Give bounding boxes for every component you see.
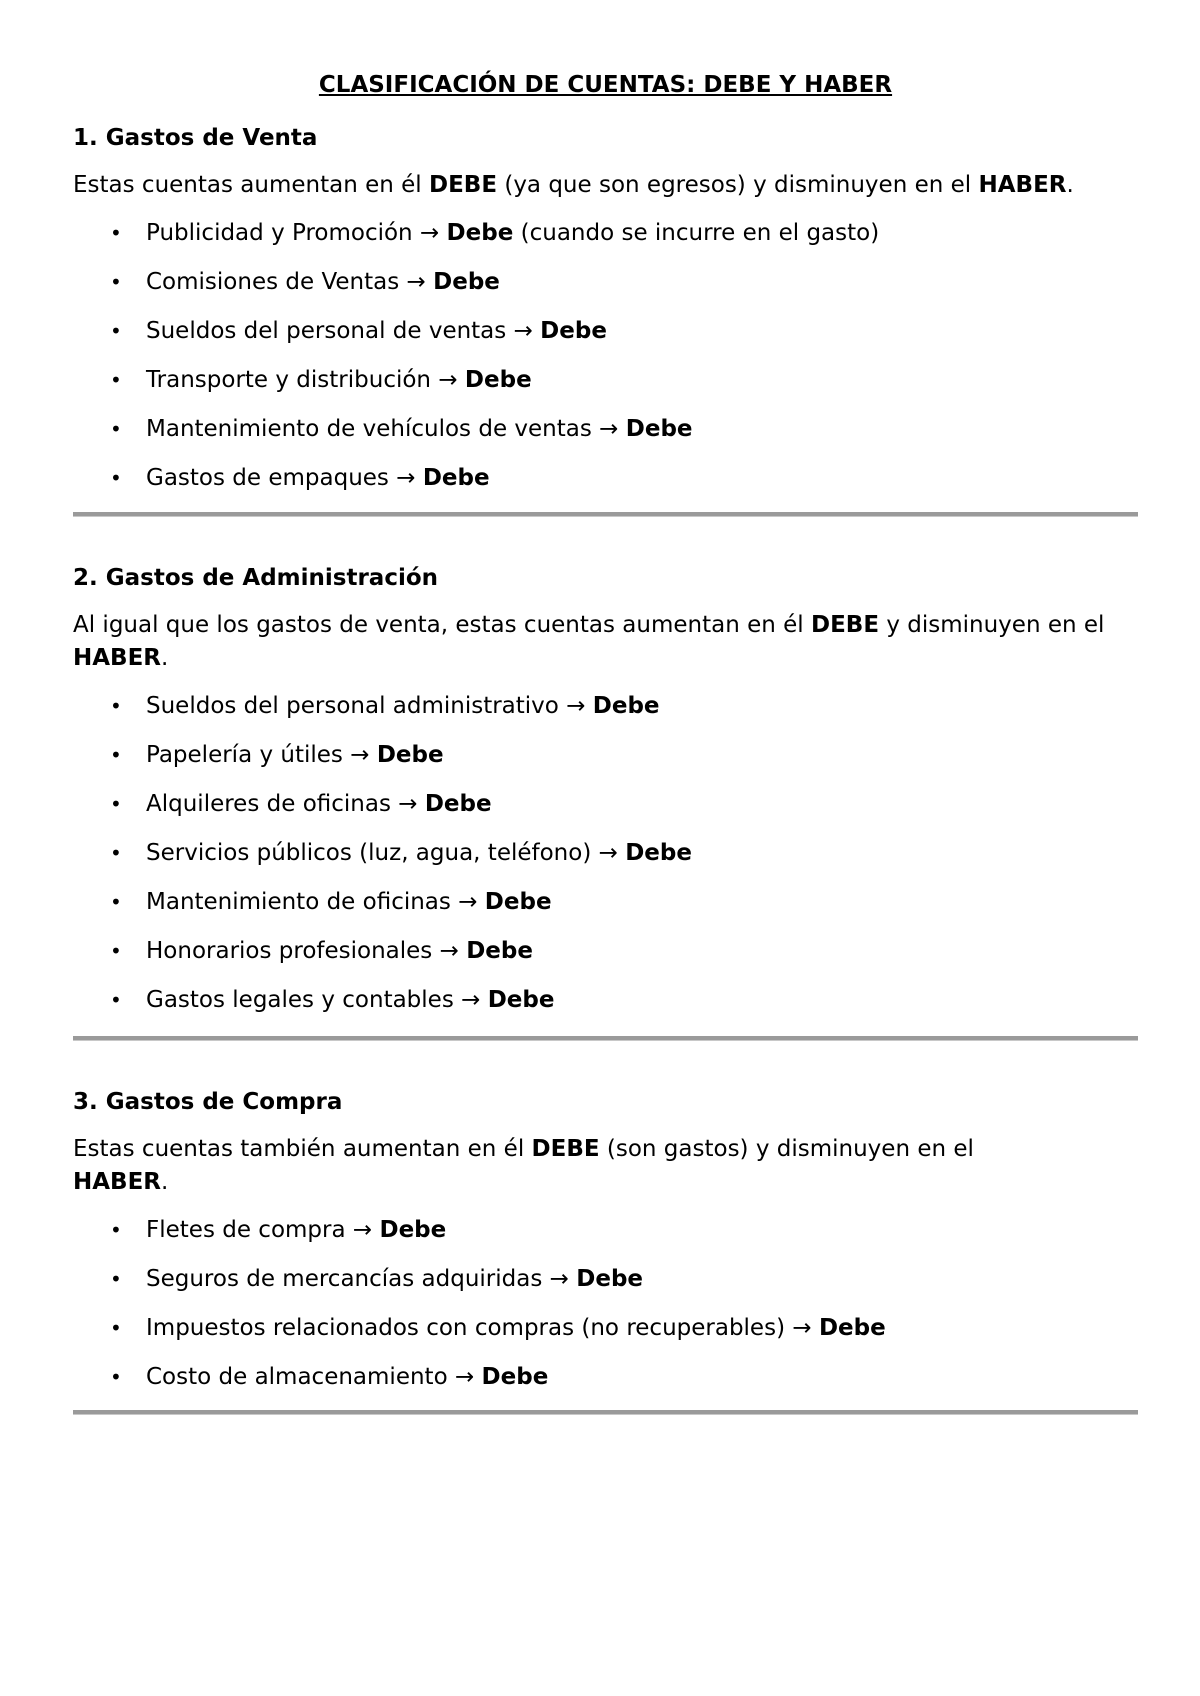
list-item: • Seguros de mercancías adquiridas → Debe (110, 1266, 644, 1292)
bullet-icon: • (110, 1267, 122, 1291)
section-divider (73, 1036, 1138, 1041)
list-item: • Mantenimiento de vehículos de ventas → Debe (110, 416, 693, 442)
list-item: • Sueldos del personal administrativo → Debe (110, 693, 660, 719)
bullet-icon: • (110, 417, 122, 441)
list-item: • Fletes de compra → Debe (110, 1217, 447, 1243)
bullet-icon: • (110, 221, 122, 245)
bullet-icon: • (110, 841, 122, 865)
account-list (73, 691, 1138, 1034)
section-heading: 1. Gastos de Venta (73, 125, 318, 151)
list-item: • Gastos de empaques → Debe (110, 465, 490, 491)
bullet-icon: • (110, 988, 122, 1012)
section-gastos-de-venta (73, 123, 1138, 512)
section-intro: Al igual que los gastos de venta, estas cuentas aumentan en él DEBE y disminuyen en el HABER. (73, 612, 1105, 671)
list-item: • Papelería y útiles → Debe (110, 742, 444, 768)
list-item: • Costo de almacenamiento → Debe (110, 1364, 549, 1390)
list-item: • Impuestos relacionados con compras (no recuperables) → Debe (110, 1315, 886, 1341)
arrow-right-icon: → (438, 367, 458, 393)
section-divider (73, 512, 1138, 517)
bullet-icon: • (110, 890, 122, 914)
document-title: CLASIFICACIÓN DE CUENTAS: DEBE Y HABER (318, 72, 893, 98)
section-divider (73, 1410, 1138, 1415)
arrow-right-icon: → (458, 889, 478, 915)
list-item: • Servicios públicos (luz, agua, teléfono) → Debe (110, 840, 692, 866)
section-intro: Estas cuentas aumentan en él DEBE (ya que son egresos) y disminuyen en el HABER. (73, 172, 1074, 198)
section-gastos-de-compra (73, 1087, 1138, 1411)
section-heading: 2. Gastos de Administración (73, 565, 439, 591)
arrow-right-icon: → (406, 269, 426, 295)
arrow-right-icon: → (398, 791, 418, 817)
bullet-icon: • (110, 743, 122, 767)
list-item: • Honorarios profesionales → Debe (110, 938, 533, 964)
account-list (73, 218, 1138, 512)
arrow-right-icon: → (439, 938, 459, 964)
bullet-icon: • (110, 694, 122, 718)
list-item: • Comisiones de Ventas → Debe (110, 269, 500, 295)
account-list (73, 1215, 1138, 1411)
arrow-right-icon: → (792, 1315, 812, 1341)
bullet-icon: • (110, 939, 122, 963)
arrow-right-icon: → (396, 465, 416, 491)
list-item: • Transporte y distribución → Debe (110, 367, 532, 393)
bullet-icon: • (110, 368, 122, 392)
arrow-right-icon: → (598, 840, 618, 866)
bullet-icon: • (110, 792, 122, 816)
bullet-icon: • (110, 319, 122, 343)
list-item: • Mantenimiento de oficinas → Debe (110, 889, 552, 915)
list-item: • Publicidad y Promoción → Debe (cuando se incurre en el gasto) (110, 220, 880, 246)
list-item: • Gastos legales y contables → Debe (110, 987, 555, 1013)
arrow-right-icon: → (352, 1217, 373, 1243)
arrow-right-icon: → (454, 1364, 475, 1390)
list-item: • Sueldos del personal de ventas → Debe (110, 318, 607, 344)
bullet-icon: • (110, 1316, 122, 1340)
section-gastos-de-administracion (73, 563, 1138, 1034)
arrow-right-icon: → (461, 987, 481, 1013)
section-heading: 3. Gastos de Compra (73, 1089, 343, 1115)
bullet-icon: • (110, 1218, 122, 1242)
bullet-icon: • (110, 1365, 122, 1389)
arrow-right-icon: → (513, 318, 533, 344)
arrow-right-icon: → (419, 220, 440, 246)
section-intro: Estas cuentas también aumentan en él DEBE (son gastos) y disminuyen en el HABER. (73, 1136, 974, 1195)
list-item: • Alquileres de oficinas → Debe (110, 791, 492, 817)
arrow-right-icon: → (549, 1266, 569, 1292)
arrow-right-icon: → (350, 742, 370, 768)
arrow-right-icon: → (599, 416, 619, 442)
arrow-right-icon: → (566, 693, 586, 719)
bullet-icon: • (110, 466, 122, 490)
bullet-icon: • (110, 270, 122, 294)
